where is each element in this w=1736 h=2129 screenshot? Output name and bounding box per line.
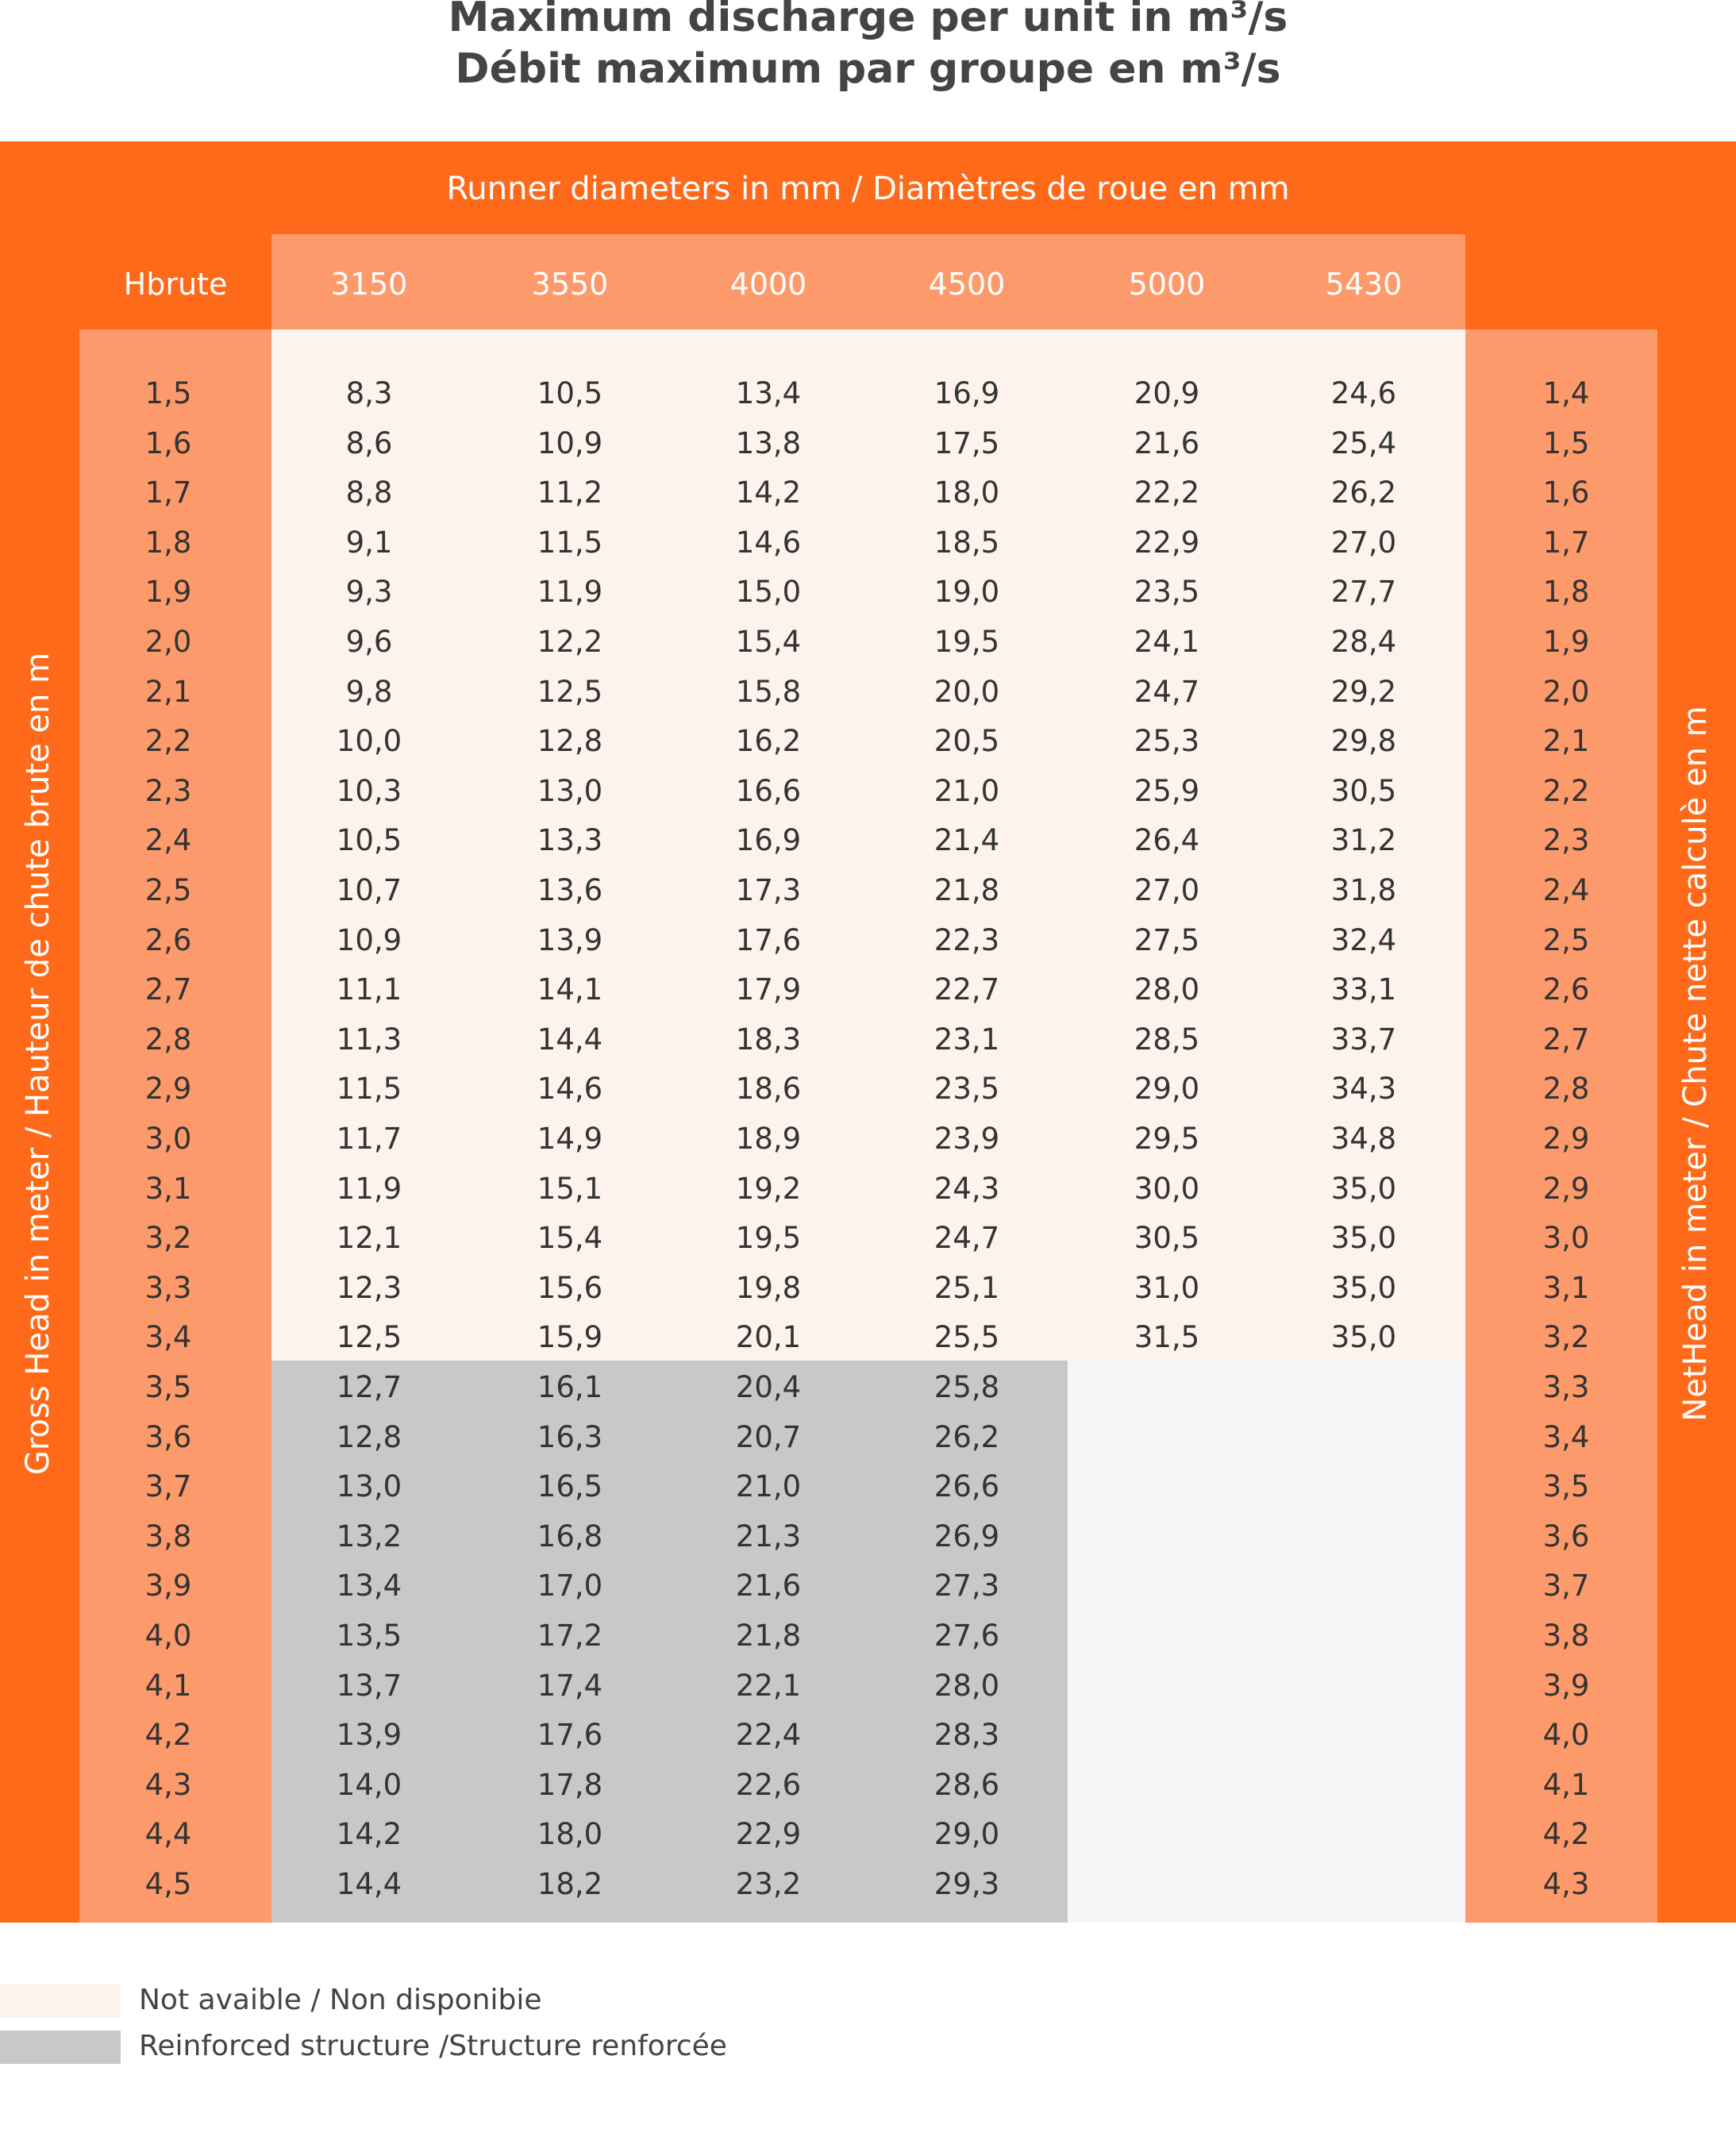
hbrute-cell: 2,2: [144, 724, 192, 759]
discharge-cell: 14,2: [735, 475, 802, 510]
discharge-cell: 29,8: [1330, 724, 1397, 759]
discharge-cell: 19,0: [933, 575, 1000, 610]
discharge-cell: 26,9: [933, 1519, 1000, 1553]
discharge-cell: 11,7: [336, 1122, 402, 1156]
net-head-cell: 2,0: [1542, 674, 1590, 709]
discharge-cell: 10,0: [336, 724, 402, 759]
discharge-cell: 26,2: [933, 1419, 1000, 1454]
discharge-cell: 12,8: [537, 724, 603, 759]
net-head-cell: 2,2: [1542, 773, 1590, 808]
discharge-cell: 28,0: [933, 1668, 1000, 1703]
discharge-cell: 14,9: [537, 1122, 603, 1156]
net-head-cell: 3,0: [1542, 1221, 1590, 1256]
discharge-cell: 19,2: [735, 1171, 802, 1206]
net-head-cell: 2,8: [1542, 1072, 1590, 1107]
discharge-cell: 14,6: [537, 1072, 603, 1107]
net-head-cell: 3,6: [1542, 1519, 1590, 1553]
discharge-cell: 8,6: [345, 425, 393, 460]
legend-swatch-not-available: [0, 1985, 121, 2018]
discharge-cell: 26,6: [933, 1469, 1000, 1504]
net-head-cell: 3,8: [1542, 1619, 1590, 1653]
hbrute-cell: 2,0: [144, 625, 192, 659]
discharge-cell: 27,0: [1134, 873, 1200, 907]
discharge-cell: 11,9: [537, 575, 603, 610]
discharge-cell: 21,6: [1134, 425, 1200, 460]
net-head-cell: 3,2: [1542, 1320, 1590, 1355]
discharge-cell: 18,6: [735, 1072, 802, 1107]
discharge-cell: 18,0: [537, 1817, 603, 1852]
discharge-cell: 28,0: [1134, 972, 1200, 1007]
discharge-cell: 21,8: [933, 873, 1000, 907]
hbrute-cell: 2,6: [144, 922, 192, 957]
discharge-cell: 29,0: [1134, 1072, 1200, 1107]
discharge-cell: 29,0: [933, 1817, 1000, 1852]
discharge-cell: 22,7: [933, 972, 1000, 1007]
discharge-cell: 18,9: [735, 1122, 802, 1156]
discharge-cell: 22,4: [735, 1718, 802, 1753]
hbrute-cell: 3,7: [144, 1469, 192, 1504]
discharge-cell: 34,3: [1330, 1072, 1397, 1107]
discharge-cell: 22,9: [735, 1817, 802, 1852]
discharge-cell: 16,5: [537, 1469, 603, 1504]
hbrute-header: Hbrute: [123, 267, 228, 302]
hbrute-cell: 2,8: [144, 1022, 192, 1057]
discharge-cell: 20,5: [933, 724, 1000, 759]
discharge-cell: 31,2: [1330, 823, 1397, 858]
discharge-cell: 15,4: [735, 625, 802, 659]
hbrute-cell: 3,4: [144, 1320, 192, 1355]
net-head-cell: 3,7: [1542, 1569, 1590, 1603]
discharge-cell: 23,9: [933, 1122, 1000, 1156]
discharge-cell: 20,1: [735, 1320, 802, 1355]
discharge-cell: 9,3: [345, 575, 393, 610]
discharge-cell: 10,5: [336, 823, 402, 858]
discharge-cell: 35,0: [1330, 1221, 1397, 1256]
discharge-cell: 11,5: [537, 525, 603, 560]
hbrute-cell: 2,5: [144, 873, 192, 907]
discharge-cell: 32,4: [1330, 922, 1397, 957]
discharge-cell: 22,9: [1134, 525, 1200, 560]
hbrute-cell: 4,0: [144, 1619, 192, 1653]
discharge-cell: 13,5: [336, 1619, 402, 1653]
discharge-cell: 17,8: [537, 1767, 603, 1802]
discharge-cell: 22,1: [735, 1668, 802, 1703]
discharge-cell: 16,3: [537, 1419, 603, 1454]
hbrute-cell: 3,0: [144, 1122, 192, 1156]
net-head-cell: 3,1: [1542, 1270, 1590, 1305]
discharge-cell: 24,3: [933, 1171, 1000, 1206]
discharge-cell: 14,6: [735, 525, 802, 560]
net-head-axis-label: NetHead in meter / Chute nette calculè en m: [1677, 706, 1714, 1422]
discharge-cell: 27,7: [1330, 575, 1397, 610]
discharge-cell: 29,2: [1330, 674, 1397, 709]
discharge-cell: 25,1: [933, 1270, 1000, 1305]
discharge-cell: 20,0: [933, 674, 1000, 709]
legend-label-reinforced: Reinforced structure /Structure renforcée: [139, 2030, 727, 2062]
discharge-cell: 12,2: [537, 625, 603, 659]
discharge-cell: 8,8: [345, 475, 393, 510]
discharge-cell: 16,1: [537, 1370, 603, 1404]
discharge-cell: 31,0: [1134, 1270, 1200, 1305]
hbrute-cell: 1,8: [144, 525, 192, 560]
hbrute-cell: 1,7: [144, 475, 192, 510]
discharge-cell: 8,3: [345, 376, 393, 410]
hbrute-cell: 2,9: [144, 1072, 192, 1107]
discharge-cell: 18,5: [933, 525, 1000, 560]
discharge-cell: 12,1: [336, 1221, 402, 1256]
diameter-header-3150: 3150: [330, 267, 408, 302]
discharge-cell: 25,4: [1330, 425, 1397, 460]
discharge-cell: 13,9: [336, 1718, 402, 1753]
net-head-cell: 1,7: [1542, 525, 1590, 560]
discharge-cell: 15,1: [537, 1171, 603, 1206]
discharge-cell: 28,5: [1134, 1022, 1200, 1057]
discharge-cell: 23,5: [1134, 575, 1200, 610]
discharge-cell: 16,8: [537, 1519, 603, 1553]
discharge-cell: 23,2: [735, 1867, 802, 1901]
net-head-cell: 1,6: [1542, 475, 1590, 510]
net-head-cell: 4,2: [1542, 1817, 1590, 1852]
diameter-header-5000: 5000: [1128, 267, 1206, 302]
discharge-cell: 16,9: [933, 376, 1000, 410]
discharge-cell: 24,6: [1330, 376, 1397, 410]
discharge-cell: 27,3: [933, 1569, 1000, 1603]
net-head-cell: 1,8: [1542, 575, 1590, 610]
discharge-cell: 13,4: [735, 376, 802, 410]
discharge-cell: 12,7: [336, 1370, 402, 1404]
hbrute-cell: 2,7: [144, 972, 192, 1007]
discharge-cell: 19,5: [933, 625, 1000, 659]
discharge-cell: 25,8: [933, 1370, 1000, 1404]
discharge-cell: 25,3: [1134, 724, 1200, 759]
discharge-cell: 21,8: [735, 1619, 802, 1653]
discharge-cell: 17,9: [735, 972, 802, 1007]
legend-label-not-available: Not avaible / Non disponibie: [139, 1984, 542, 2016]
discharge-cell: 35,0: [1330, 1270, 1397, 1305]
discharge-cell: 18,0: [933, 475, 1000, 510]
discharge-cell: 15,4: [537, 1221, 603, 1256]
discharge-cell: 26,4: [1134, 823, 1200, 858]
discharge-cell: 35,0: [1330, 1320, 1397, 1355]
hbrute-cell: 1,9: [144, 575, 192, 610]
discharge-cell: 17,3: [735, 873, 802, 907]
hbrute-cell: 3,6: [144, 1419, 192, 1454]
hbrute-cell: 3,9: [144, 1569, 192, 1603]
hbrute-cell: 4,1: [144, 1668, 192, 1703]
diameter-header-4000: 4000: [729, 267, 807, 302]
discharge-cell: 10,9: [336, 922, 402, 957]
discharge-cell: 17,4: [537, 1668, 603, 1703]
discharge-cell: 9,1: [345, 525, 393, 560]
discharge-cell: 14,2: [336, 1817, 402, 1852]
discharge-cell: 12,5: [336, 1320, 402, 1355]
hbrute-cell: 4,3: [144, 1767, 192, 1802]
discharge-cell: 17,6: [735, 922, 802, 957]
discharge-cell: 20,7: [735, 1419, 802, 1454]
diameter-header-5430: 5430: [1325, 267, 1403, 302]
discharge-cell: 31,5: [1134, 1320, 1200, 1355]
discharge-cell: 27,6: [933, 1619, 1000, 1653]
discharge-cell: 21,4: [933, 823, 1000, 858]
net-head-cell: 1,5: [1542, 425, 1590, 460]
discharge-cell: 11,3: [336, 1022, 402, 1057]
discharge-cell: 17,2: [537, 1619, 603, 1653]
discharge-cell: 10,7: [336, 873, 402, 907]
discharge-cell: 16,2: [735, 724, 802, 759]
discharge-cell: 14,1: [537, 972, 603, 1007]
hbrute-cell: 3,1: [144, 1171, 192, 1206]
hbrute-cell: 4,5: [144, 1867, 192, 1901]
net-head-cell: 1,4: [1542, 376, 1590, 410]
discharge-cell: 17,6: [537, 1718, 603, 1753]
discharge-cell: 13,3: [537, 823, 603, 858]
discharge-cell: 19,5: [735, 1221, 802, 1256]
discharge-cell: 14,4: [537, 1022, 603, 1057]
net-head-cell: 2,6: [1542, 972, 1590, 1007]
net-head-cell: 4,3: [1542, 1867, 1590, 1901]
discharge-cell: 18,3: [735, 1022, 802, 1057]
discharge-cell: 14,0: [336, 1767, 402, 1802]
discharge-cell: 13,4: [336, 1569, 402, 1603]
hbrute-cell: 2,4: [144, 823, 192, 858]
discharge-cell: 21,6: [735, 1569, 802, 1603]
discharge-cell: 29,3: [933, 1867, 1000, 1901]
discharge-cell: 13,0: [336, 1469, 402, 1504]
discharge-cell: 11,2: [537, 475, 603, 510]
discharge-cell: 24,1: [1134, 625, 1200, 659]
hbrute-cell: 1,5: [144, 376, 192, 410]
discharge-cell: 24,7: [933, 1221, 1000, 1256]
hbrute-cell: 3,2: [144, 1221, 192, 1256]
discharge-cell: 15,9: [537, 1320, 603, 1355]
discharge-cell: 19,8: [735, 1270, 802, 1305]
discharge-cell: 24,7: [1134, 674, 1200, 709]
net-head-cell: 2,9: [1542, 1122, 1590, 1156]
discharge-cell: 28,6: [933, 1767, 1000, 1802]
discharge-cell: 17,0: [537, 1569, 603, 1603]
discharge-cell: 22,2: [1134, 475, 1200, 510]
discharge-cell: 28,4: [1330, 625, 1397, 659]
discharge-cell: 11,9: [336, 1171, 402, 1206]
net-head-cell: 2,3: [1542, 823, 1590, 858]
discharge-cell: 11,5: [336, 1072, 402, 1107]
chart-title-line1: Maximum discharge per unit in m³/s: [448, 0, 1288, 41]
discharge-cell: 13,0: [537, 773, 603, 808]
runner-diameters-header: Runner diameters in mm / Diamètres de roue en mm: [446, 171, 1290, 207]
discharge-cell: 20,9: [1134, 376, 1200, 410]
hbrute-cell: 2,1: [144, 674, 192, 709]
hbrute-cell: 2,3: [144, 773, 192, 808]
discharge-cell: 17,5: [933, 425, 1000, 460]
net-head-cell: 3,3: [1542, 1370, 1590, 1404]
discharge-cell: 16,9: [735, 823, 802, 858]
discharge-cell: 30,0: [1134, 1171, 1200, 1206]
discharge-cell: 33,1: [1330, 972, 1397, 1007]
net-head-cell: 4,0: [1542, 1718, 1590, 1753]
discharge-cell: 9,6: [345, 625, 393, 659]
diameter-header-3550: 3550: [531, 267, 609, 302]
discharge-cell: 22,3: [933, 922, 1000, 957]
net-head-cell: 4,1: [1542, 1767, 1590, 1802]
empty-zone: [1068, 1361, 1465, 1923]
discharge-cell: 26,2: [1330, 475, 1397, 510]
discharge-cell: 27,5: [1134, 922, 1200, 957]
discharge-cell: 27,0: [1330, 525, 1397, 560]
net-head-cell: 2,7: [1542, 1022, 1590, 1057]
discharge-cell: 13,9: [537, 922, 603, 957]
discharge-cell: 33,7: [1330, 1022, 1397, 1057]
net-head-cell: 2,4: [1542, 873, 1590, 907]
discharge-cell: 22,6: [735, 1767, 802, 1802]
net-head-cell: 2,9: [1542, 1171, 1590, 1206]
hbrute-cell: 1,6: [144, 425, 192, 460]
discharge-cell: 11,1: [336, 972, 402, 1007]
discharge-cell: 23,1: [933, 1022, 1000, 1057]
discharge-cell: 13,8: [735, 425, 802, 460]
legend-swatch-reinforced: [0, 2031, 121, 2064]
discharge-cell: 13,2: [336, 1519, 402, 1553]
discharge-cell: 25,5: [933, 1320, 1000, 1355]
hbrute-cell: 4,2: [144, 1718, 192, 1753]
discharge-cell: 29,5: [1134, 1122, 1200, 1156]
discharge-cell: 12,8: [336, 1419, 402, 1454]
discharge-cell: 10,5: [537, 376, 603, 410]
discharge-cell: 34,8: [1330, 1122, 1397, 1156]
hbrute-cell: 3,5: [144, 1370, 192, 1404]
discharge-cell: 20,4: [735, 1370, 802, 1404]
discharge-cell: 15,6: [537, 1270, 603, 1305]
discharge-cell: 12,3: [336, 1270, 402, 1305]
diameter-header-4500: 4500: [928, 267, 1006, 302]
discharge-cell: 13,7: [336, 1668, 402, 1703]
discharge-cell: 18,2: [537, 1867, 603, 1901]
hbrute-cell: 3,3: [144, 1270, 192, 1305]
discharge-cell: 21,0: [933, 773, 1000, 808]
discharge-cell: 10,3: [336, 773, 402, 808]
net-head-cell: 3,9: [1542, 1668, 1590, 1703]
discharge-cell: 25,9: [1134, 773, 1200, 808]
discharge-cell: 15,8: [735, 674, 802, 709]
chart-title-line2: Débit maximum par groupe en m³/s: [455, 45, 1281, 93]
discharge-cell: 23,5: [933, 1072, 1000, 1107]
net-head-cell: 2,1: [1542, 724, 1590, 759]
discharge-cell: 30,5: [1134, 1221, 1200, 1256]
discharge-cell: 15,0: [735, 575, 802, 610]
discharge-cell: 10,9: [537, 425, 603, 460]
net-head-cell: 3,5: [1542, 1469, 1590, 1504]
net-head-cell: 1,9: [1542, 625, 1590, 659]
hbrute-cell: 4,4: [144, 1817, 192, 1852]
discharge-cell: 13,6: [537, 873, 603, 907]
discharge-cell: 30,5: [1330, 773, 1397, 808]
hbrute-cell: 3,8: [144, 1519, 192, 1553]
gross-head-axis-label: Gross Head in meter / Hauteur de chute brute en m: [20, 652, 56, 1476]
discharge-cell: 21,0: [735, 1469, 802, 1504]
discharge-cell: 28,3: [933, 1718, 1000, 1753]
discharge-cell: 14,4: [336, 1867, 402, 1901]
discharge-cell: 21,3: [735, 1519, 802, 1553]
discharge-cell: 9,8: [345, 674, 393, 709]
discharge-cell: 12,5: [537, 674, 603, 709]
net-head-cell: 2,5: [1542, 922, 1590, 957]
net-head-cell: 3,4: [1542, 1419, 1590, 1454]
discharge-cell: 35,0: [1330, 1171, 1397, 1206]
discharge-cell: 16,6: [735, 773, 802, 808]
discharge-cell: 31,8: [1330, 873, 1397, 907]
